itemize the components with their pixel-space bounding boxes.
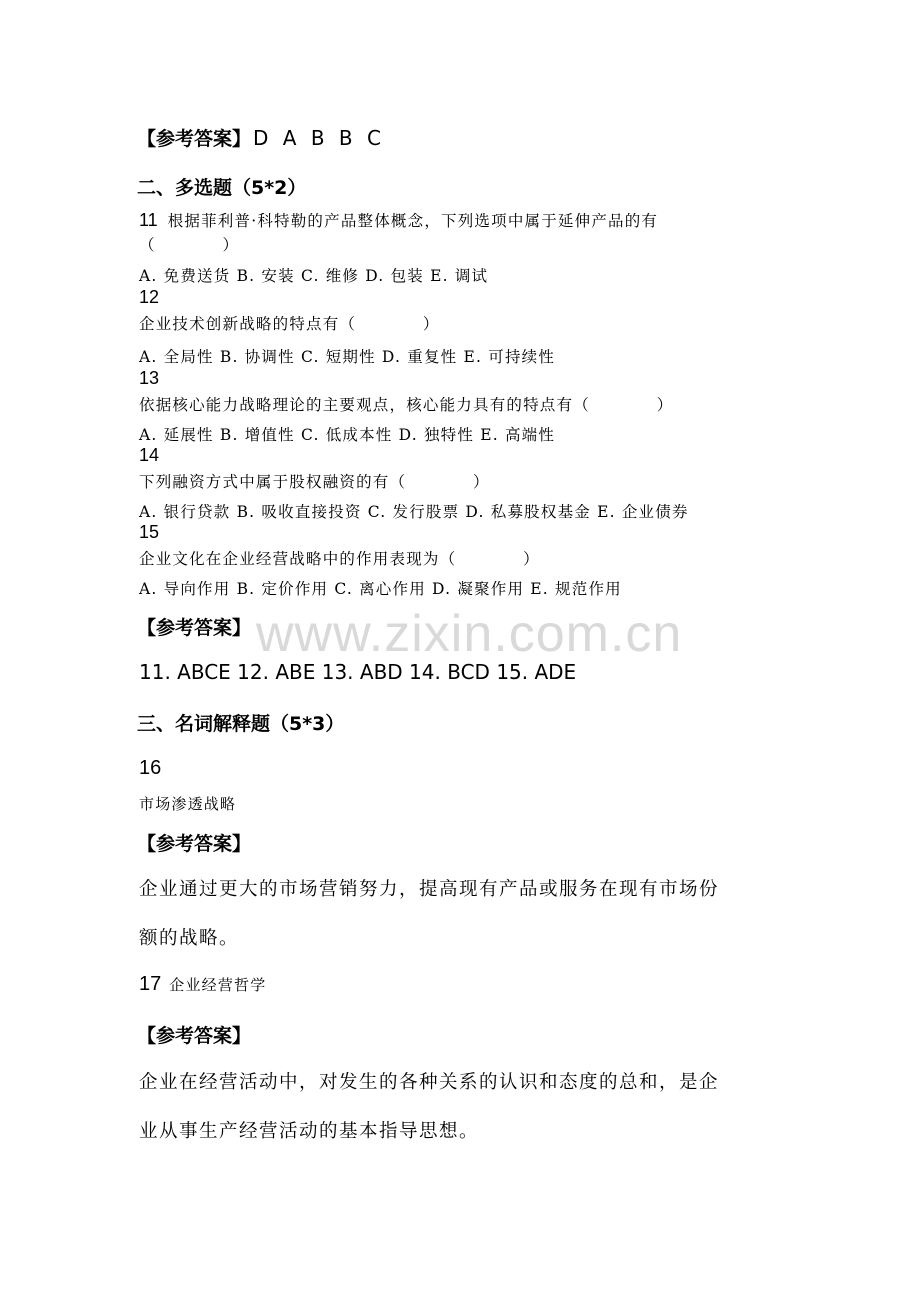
watermark: www.zixin.com.cn [256,605,683,663]
answer-text-line: 业从事生产经营活动的基本指导思想。 [139,1121,480,1142]
question-number: 15 [139,522,160,542]
answer-label: 【参考答案】 [137,833,252,855]
question-text: 企业技术创新战略的特点有（ ） [139,315,440,333]
question-options: A. 导向作用 B. 定价作用 C. 离心作用 D. 凝聚作用 E. 规范作用 [139,580,622,598]
section-title-multiple-choice: 二、多选题（5*2） [137,177,307,199]
question-options: A. 全局性 B. 协调性 C. 短期性 D. 重复性 E. 可持续性 [139,348,556,366]
question-11 [139,209,658,231]
answer-value: 11. ABCE 12. ABE 13. ABD 14. BCD 15. ADE [139,660,577,684]
answer-value: D A B B C [253,126,385,150]
question-number: 14 [139,445,160,465]
answer-text-line: 企业通过更大的市场营销努力，提高现有产品或服务在现有市场份 [139,879,720,900]
question-number: 11 [139,210,158,230]
answer-text-line: 企业在经营活动中，对发生的各种关系的认识和态度的总和，是企 [139,1072,720,1093]
question-number: 17 [139,973,162,995]
question-17 [139,973,266,996]
answer-text-line: 额的战略。 [139,928,240,949]
question-text: 企业文化在企业经营战略中的作用表现为（ ） [139,550,540,568]
question-text: 下列融资方式中属于股权融资的有（ ） [139,473,490,491]
question-text: 企业经营哲学 [169,976,267,994]
question-options: A. 延展性 B. 增值性 C. 低成本性 D. 独特性 E. 高端性 [139,426,556,444]
section-title-term-explanation: 三、名词解释题（5*3） [137,713,345,735]
question-options: A. 免费送货 B. 安装 C. 维修 D. 包装 E. 调试 [139,267,489,285]
answer-blank: （ ） [139,236,240,254]
answer-label: 【参考答案】 [137,617,252,639]
answer-label: 【参考答案】 D A B B C [137,126,385,150]
question-text: 依据核心能力战略理论的主要观点，核心能力具有的特点有（ ） [139,396,674,414]
question-number: 16 [139,757,162,779]
question-text: 市场渗透战略 [139,795,237,813]
question-text: 根据菲利普·科特勒的产品整体概念，下列选项中属于延伸产品的有 [167,212,659,230]
question-options: A. 银行贷款 B. 吸收直接投资 C. 发行股票 D. 私募股权基金 E. 企业债券 [139,503,689,521]
answer-label: 【参考答案】 [137,1025,252,1047]
question-number: 13 [139,368,160,388]
question-number: 12 [139,287,160,307]
